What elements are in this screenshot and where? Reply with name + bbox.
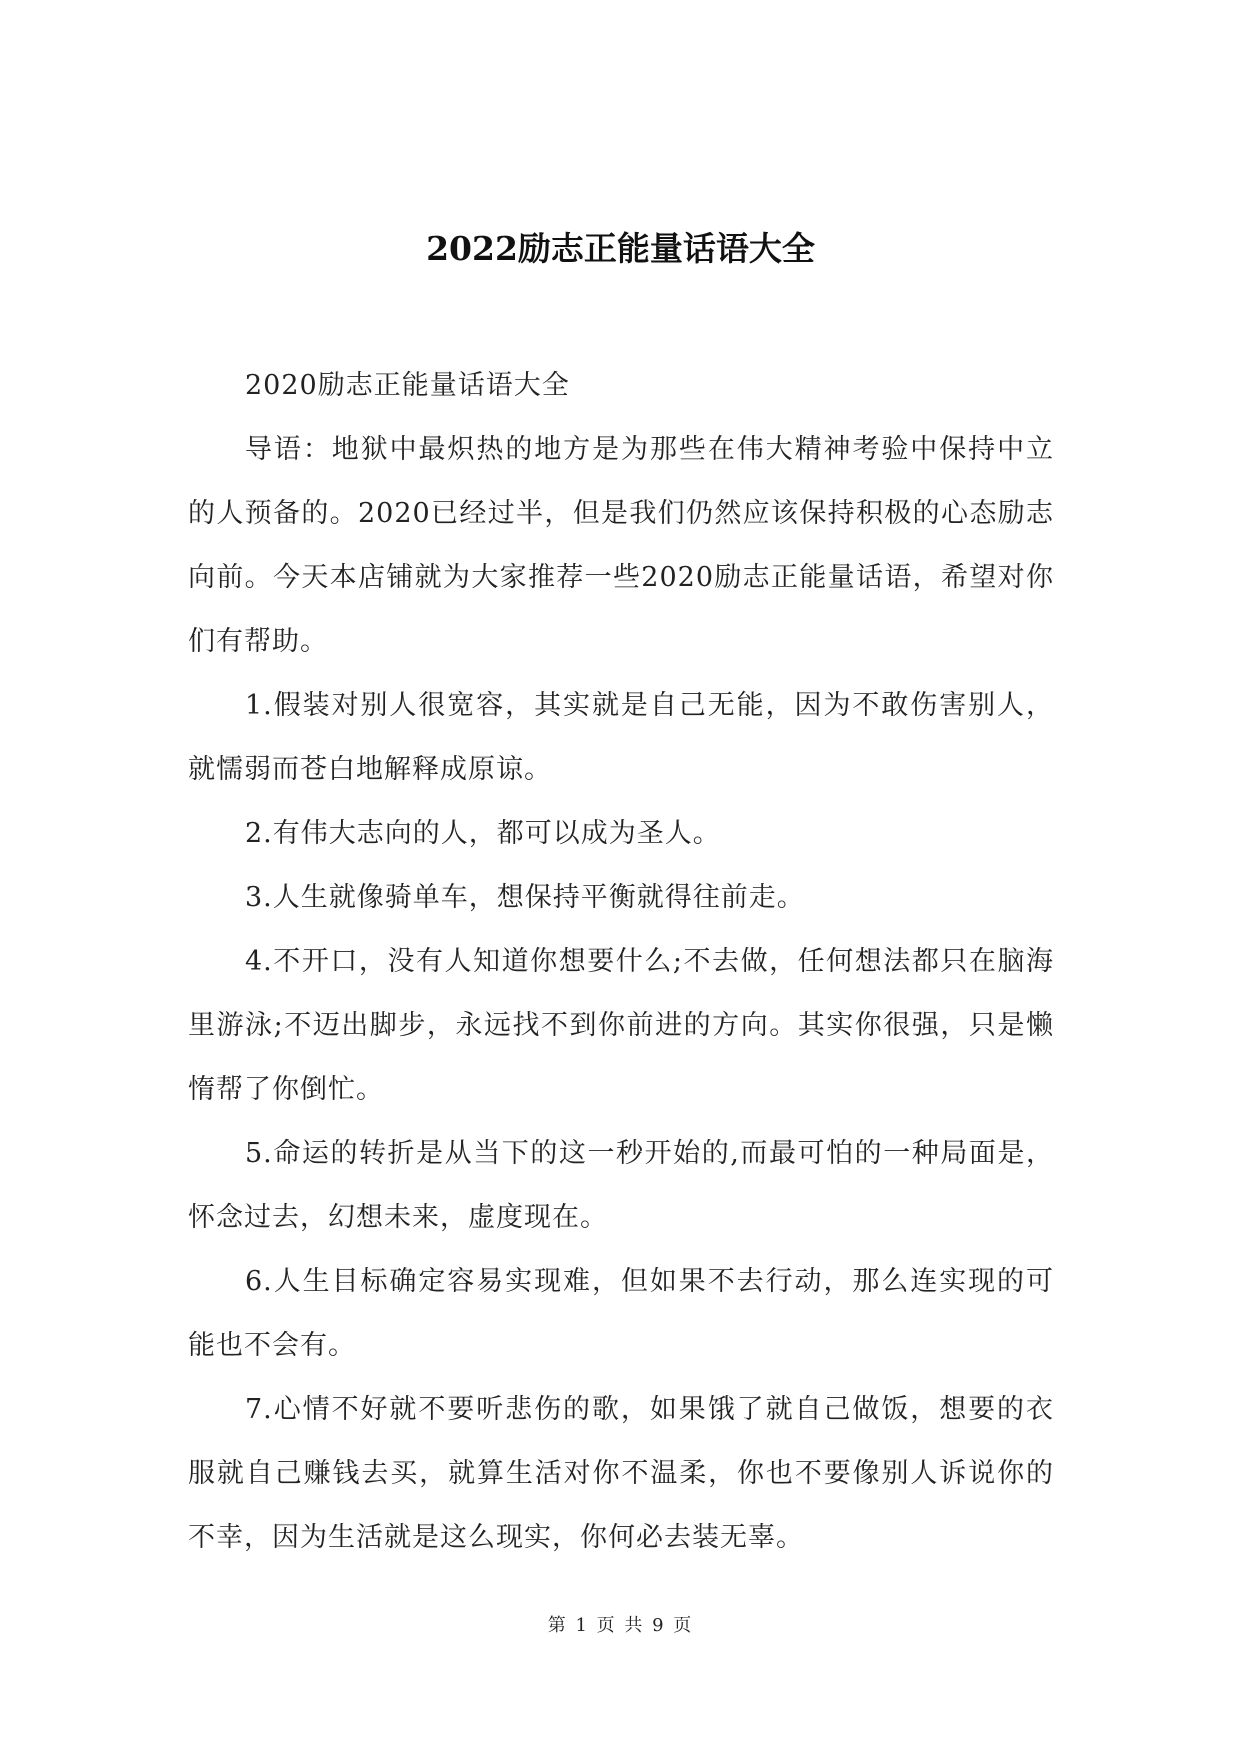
- document-body: [188, 354, 1054, 1570]
- paragraph-item-1: 1.假装对别人很宽容，其实就是自己无能，因为不敢伤害别人，就懦弱而苍白地解释成原谅。: [188, 690, 1054, 785]
- paragraph-item-3: 3.人生就像骑单车，想保持平衡就得往前走。: [245, 882, 805, 913]
- paragraph-item-7: 7.心情不好就不要听悲伤的歌，如果饿了就自己做饭，想要的衣服就自己赚钱去买，就算生活对你不温柔，你也不要像别人诉说你的不幸，因为生活就是这么现实，你何必去装无辜。: [188, 1394, 1054, 1553]
- document-title: 2022励志正能量话语大全: [426, 229, 815, 268]
- paragraph-item-6: 6.人生目标确定容易实现难，但如果不去行动，那么连实现的可能也不会有。: [188, 1266, 1054, 1361]
- paragraph-item-2: 2.有伟大志向的人，都可以成为圣人。: [245, 818, 721, 849]
- paragraph-item-4: 4.不开口，没有人知道你想要什么;不去做，任何想法都只在脑海里游泳;不迈出脚步，永远找不到你前进的方向。其实你很强，只是懒惰帮了你倒忙。: [188, 946, 1054, 1105]
- page-footer: 第 1 页 共 9 页: [547, 1615, 694, 1636]
- paragraph-intro: 导语：地狱中最炽热的地方是为那些在伟大精神考验中保持中立的人预备的。2020已经过半，但是我们仍然应该保持积极的心态励志向前。今天本店铺就为大家推荐一些2020励志正能量话语，希望对你们有帮助。: [188, 434, 1054, 657]
- paragraph-item-5: 5.命运的转折是从当下的这一秒开始的,而最可怕的一种局面是，怀念过去，幻想未来，虚度现在。: [188, 1138, 1054, 1233]
- paragraph-subtitle: 2020励志正能量话语大全: [245, 370, 570, 401]
